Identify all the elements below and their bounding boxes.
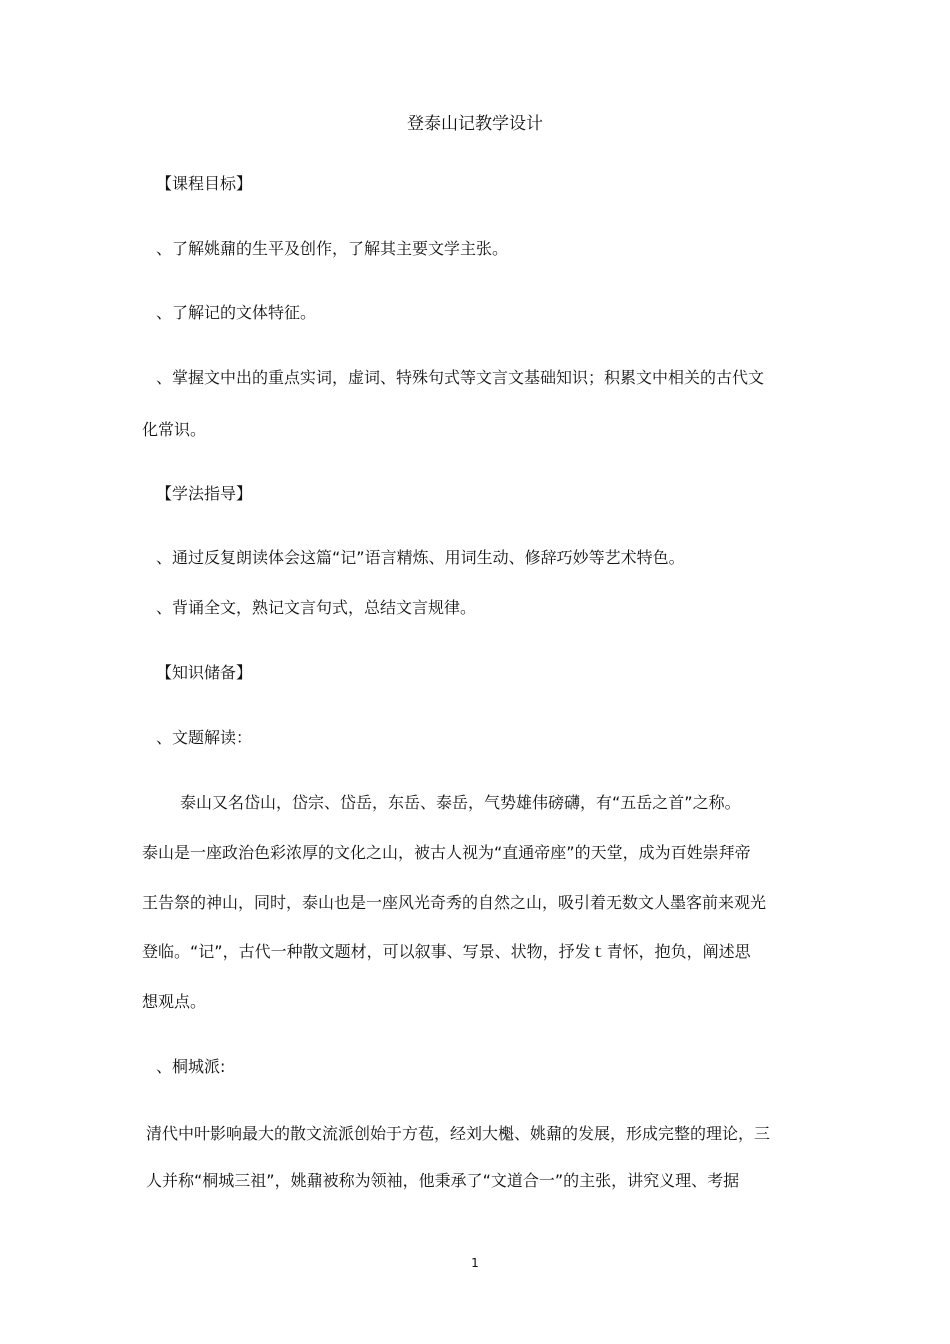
goal-item-2: 、了解记的文体特征。 <box>156 303 317 322</box>
knowledge-item-1-paragraph-line-5: 想观点。 <box>142 992 207 1011</box>
knowledge-item-2-label: 、桐城派: <box>156 1057 226 1076</box>
knowledge-item-1-paragraph-line-3: 王告祭的神山，同时，泰山也是一座风光奇秀的自然之山，吸引着无数文人墨客前来观光 <box>142 893 767 912</box>
knowledge-item-1-label: 、文题解读： <box>156 728 253 747</box>
knowledge-item-1-paragraph-line-4: 登临。“记”，古代一种散文题材，可以叙事、写景、状物，抒发ｔ青怀，抱负，阐述思 <box>142 942 751 961</box>
goal-item-3-line-1: 、掌握文中出的重点实词，虚词、特殊句式等文言文基础知识；积累文中相关的古代文 <box>156 368 765 387</box>
method-item-1: 、通过反复朗读体会这篇“记”语言精炼、用词生动、修辞巧妙等艺术特色。 <box>156 548 685 567</box>
page-number: 1 <box>471 1256 479 1270</box>
knowledge-item-2-paragraph-line-2: 人并称“桐城三祖”，姚鼐被称为领袖，他秉承了“文道合一”的主张，讲究义理、考据 <box>146 1171 740 1190</box>
section-heading-method: 【学法指导】 <box>156 484 253 503</box>
section-heading-knowledge: 【知识储备】 <box>156 663 253 682</box>
goal-item-3-line-2: 化常识。 <box>142 420 207 439</box>
document-title: 登泰山记教学设计 <box>407 114 543 134</box>
goal-item-1: 、了解姚鼐的生平及创作，了解其主要文学主张。 <box>156 239 509 258</box>
method-item-2: 、背诵全文，熟记文言句式，总结文言规律。 <box>156 598 477 617</box>
knowledge-item-1-paragraph-line-2: 泰山是一座政治色彩浓厚的文化之山，被古人视为“直通帝座”的天堂，成为百姓崇拜帝 <box>142 843 751 862</box>
knowledge-item-2-paragraph-line-1: 清代中叶影响最大的散文流派创始于方苞，经刘大櫆、姚鼐的发展，形成完整的理论，三 <box>146 1124 771 1143</box>
knowledge-item-1-paragraph-line-1: 泰山又名岱山，岱宗、岱岳，东岳、泰岳，气势雄伟磅礴，有“五岳之首”之称。 <box>180 793 741 812</box>
section-heading-goals: 【课程目标】 <box>156 174 253 193</box>
